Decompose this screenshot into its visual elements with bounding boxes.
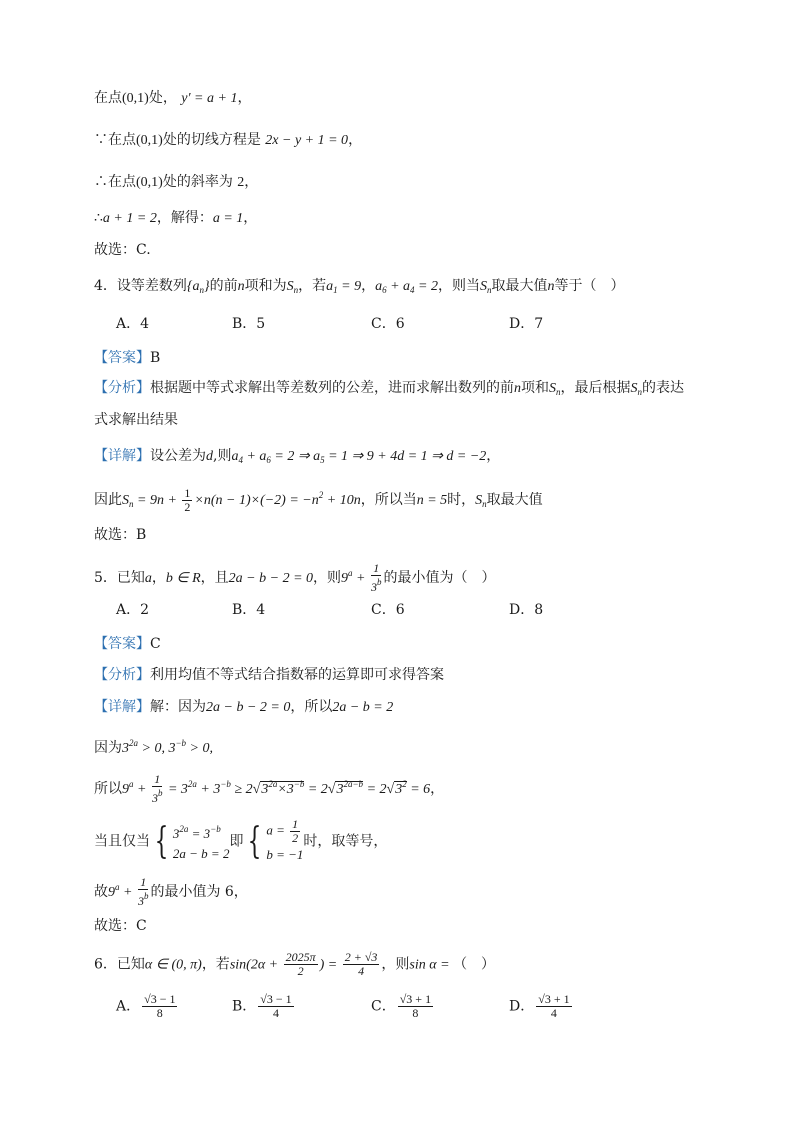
text: ， — [243, 210, 258, 226]
text: 处的切线方程是 — [162, 132, 261, 148]
text-line — [94, 208, 257, 229]
text: 的表达 — [642, 380, 684, 396]
math: n — [237, 279, 245, 294]
text: 时， — [447, 492, 476, 508]
text: （ ） — [453, 956, 496, 973]
detail-line-3 — [94, 773, 444, 805]
text: 利用均值不等式结合指数幂的运算即可求得答案 — [150, 667, 444, 683]
math-system: $3^{2a} = 3^{-b}$ 2a − b = 2 — [172, 824, 230, 861]
analysis-line — [94, 378, 684, 402]
text-line — [94, 130, 362, 151]
text: ，若 — [298, 278, 327, 294]
text: 根据题中等式求解出等差数列的公差，进而求解出数列的前 — [150, 380, 514, 396]
math-system: a = $\frac{1}{2}$ b = −1 — [266, 817, 304, 862]
math: n — [547, 279, 555, 294]
fraction: $\frac{√3 + 1}{8}$ — [399, 992, 432, 1020]
fraction: $\frac{1}{2}$ — [184, 485, 191, 514]
math: a — [144, 571, 152, 586]
fraction: $\frac{1}{3^b}$ — [370, 561, 382, 594]
math: b ∈ R — [165, 571, 201, 586]
option-b: B．4 — [232, 602, 266, 618]
answer-label: 【答案】 — [94, 350, 150, 366]
detail-label: 【详解】 — [94, 448, 150, 464]
text: ，则 — [313, 570, 342, 586]
detail-line-5 — [94, 876, 248, 908]
text: 的前 — [209, 278, 238, 294]
text: 4．设等差数列 — [94, 278, 187, 294]
math: $S_n$ — [286, 279, 299, 295]
text: ∴在点 — [94, 174, 136, 190]
math: $3^{2a} > 0$, $3^{-b} > 0$, — [122, 738, 213, 756]
question-4 — [94, 276, 625, 300]
text-line — [94, 172, 258, 193]
option-d — [509, 993, 574, 1020]
option-letter: A． — [116, 998, 141, 1015]
text: 的最小值为（ ） — [383, 570, 496, 586]
text: ， — [151, 570, 166, 586]
math: d — [206, 449, 213, 464]
math: 2 — [237, 175, 245, 190]
math: 2x − y + 1 = 0 — [265, 133, 349, 148]
detail-line-2 — [94, 733, 213, 759]
math: α ∈ (0, π) — [144, 957, 202, 973]
math: $S_n$ — [549, 381, 561, 397]
math: 2a − b − 2 = 0 — [228, 571, 314, 586]
math: (0,1) — [136, 175, 163, 190]
left-brace: { — [154, 820, 169, 862]
text: 因为 — [94, 740, 122, 756]
option-letter: C． — [371, 998, 396, 1015]
text: ，且 — [200, 570, 229, 586]
option-c: C．6 — [371, 602, 405, 618]
left-brace: { — [248, 820, 262, 862]
math: a = 1 — [212, 211, 244, 226]
math: $S_n = 9n$ + — [122, 493, 181, 509]
text: ，解得： — [156, 210, 213, 226]
text: 故 — [94, 884, 108, 900]
text: 取最大值 — [486, 492, 543, 508]
text: 设公差为 — [150, 448, 206, 464]
option-b — [232, 993, 296, 1020]
answer-line — [94, 348, 160, 368]
choose-line: 故选：B — [94, 527, 147, 543]
text: 项和 — [521, 380, 549, 396]
math: $S_n$ — [630, 381, 642, 397]
math: n — [514, 381, 521, 396]
option-a: A．2 — [116, 602, 150, 618]
question-5 — [94, 562, 495, 594]
detail-line: 【详解】设公差为d,则$a_4 + a_6 = 2$ ⇒ $a_5 = 1$ ⇒ 9 + 4d = 1 ⇒ d = −2， — [94, 448, 501, 465]
math: 2a − b − 2 = 0 — [206, 700, 291, 715]
text: 当且仅当 — [94, 833, 150, 850]
text: 5．已知 — [94, 570, 145, 586]
math: $S_n$ — [480, 279, 492, 295]
math: n = 5 — [416, 493, 448, 508]
math: = $3^{2a} + 3^{-b} \ge 2√3^{2a}\times 3^{-b} = 2√3^{2a-b} = 2√3^2 = 6$ — [164, 779, 431, 797]
answer-line — [94, 634, 161, 654]
text: ，所以 — [290, 699, 333, 715]
text: 即 — [229, 833, 244, 850]
math: $9^a$ + — [108, 882, 136, 900]
math: $\{a_n\}$ — [186, 279, 210, 295]
text: 6．已知 — [94, 956, 145, 973]
answer-label: 【答案】 — [94, 636, 150, 652]
fraction: $\frac{2 + √3}{4}$ — [344, 950, 378, 978]
option-letter: B． — [232, 998, 257, 1015]
detail-label: 【详解】 — [94, 699, 150, 715]
text: ，则当 — [438, 278, 480, 294]
math: sin(2α + — [229, 957, 282, 973]
math: (0,1) — [122, 91, 149, 106]
text: 在点 — [94, 90, 122, 106]
text: 的最小值为 6， — [150, 884, 248, 900]
fraction: $\frac{1}{3^b}$ — [151, 772, 163, 805]
analysis-label: 【分析】 — [94, 380, 150, 396]
option-a: A．4 — [116, 316, 150, 332]
text: 时，取等号， — [303, 833, 388, 850]
text: ，所以当 — [360, 492, 417, 508]
math: sin α = — [409, 957, 454, 973]
option-b: B．5 — [232, 316, 266, 332]
text: 所以 — [94, 781, 122, 797]
fraction: $\frac{√3 - 1}{8}$ — [144, 992, 176, 1020]
detail-line-4 — [94, 818, 387, 865]
math: $9^a$ + — [341, 568, 369, 586]
choose-line: 故选：C — [94, 918, 147, 934]
text: ∴ — [94, 210, 103, 226]
text: ， — [244, 174, 259, 190]
text: 取最大值 — [491, 278, 548, 294]
analysis-line — [94, 665, 444, 685]
math: a + 1 = 2 — [102, 211, 157, 226]
text: 处， — [148, 90, 177, 106]
math: ) = — [319, 957, 341, 973]
math: $\times n(n - 1)\times(-2) = -n^2 + 10n$ — [194, 490, 361, 508]
option-letter: D． — [509, 998, 535, 1015]
fraction: $\frac{√3 - 1}{4}$ — [260, 992, 292, 1020]
text: ，最后根据 — [560, 380, 631, 396]
choose-line: 故选：C. — [94, 242, 151, 258]
text: 解：因为 — [150, 699, 206, 715]
math: (0,1) — [136, 133, 163, 148]
fraction: $\frac{2025\pi}{2}$ — [285, 950, 316, 978]
answer-value: B — [150, 350, 161, 366]
math: $S_n$ — [475, 493, 487, 509]
answer-value: C — [150, 636, 161, 652]
analysis-line-2: 式求解出结果 — [94, 412, 178, 428]
detail-line-2 — [94, 485, 543, 514]
fraction: $\frac{√3 + 1}{4}$ — [538, 992, 570, 1020]
text: ， — [430, 781, 445, 797]
text: ， — [348, 132, 363, 148]
math: y′ = a + 1 — [181, 91, 238, 106]
math: $a_4 + a_6 = 2$ ⇒ $a_5 = 1$ ⇒ 9 + 4d = 1 ⇒ d = −2 — [231, 449, 487, 465]
text: 等于（ ） — [554, 278, 625, 294]
text: ，则 — [381, 956, 410, 973]
text: 则 — [217, 448, 232, 464]
question-6 — [94, 951, 495, 978]
text: 处的斜率为 — [162, 174, 233, 190]
math: $a_1 = 9$ — [326, 279, 362, 295]
fraction: $\frac{1}{3^b}$ — [137, 875, 149, 908]
option-c: C．6 — [371, 316, 405, 332]
math: $9^a$ + — [122, 779, 150, 797]
text: ， — [361, 278, 376, 294]
analysis-label: 【分析】 — [94, 667, 150, 683]
math: $a_6 + a_4 = 2$ — [375, 279, 438, 295]
option-a — [116, 993, 179, 1020]
text: ，若 — [201, 956, 230, 973]
option-d: D．8 — [509, 602, 544, 618]
text-line — [94, 88, 251, 109]
text: ∵在点 — [94, 132, 136, 148]
option-d: D．7 — [509, 316, 544, 332]
text: 项和为 — [244, 278, 287, 294]
option-c — [371, 993, 435, 1020]
detail-line — [94, 697, 393, 718]
text: ， — [486, 448, 501, 464]
text: 因此 — [94, 492, 122, 508]
math: 2a − b = 2 — [332, 700, 394, 715]
text: ， — [237, 90, 252, 106]
